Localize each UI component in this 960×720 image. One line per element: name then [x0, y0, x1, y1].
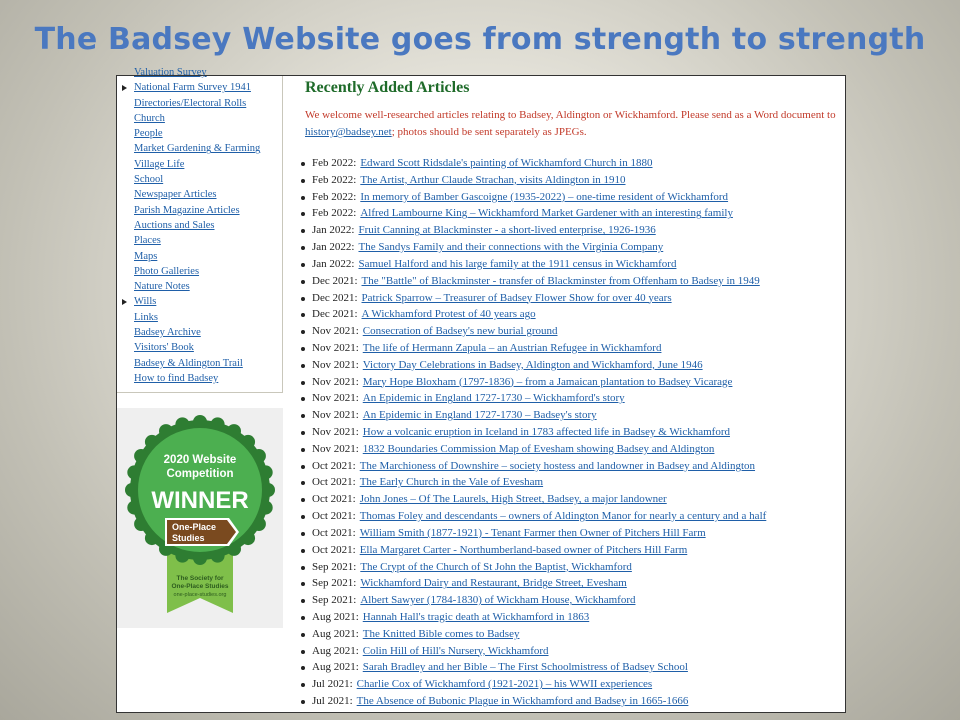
article-link[interactable]: Mary Hope Bloxham (1797-1836) – from a Jamaican plantation to Badsey Vicarage [362, 375, 733, 388]
article-link[interactable]: Victory Day Celebrations in Badsey, Aldington and Wickhamford, June 1946 [362, 358, 703, 371]
bullet-icon [301, 666, 305, 670]
bullet-icon [301, 330, 305, 334]
article-item [301, 542, 766, 559]
bullet-icon [301, 246, 305, 250]
article-date: Dec 2021: [312, 308, 358, 321]
article-item [301, 239, 766, 256]
article-link[interactable]: Thomas Foley and descendants – owners of Aldington Manor for nearly a century and a half [359, 510, 767, 523]
article-item [301, 340, 766, 357]
article-link[interactable]: Patrick Sparrow – Treasurer of Badsey Flower Show for over 40 years [361, 291, 672, 304]
bullet-icon [301, 414, 305, 418]
article-date: Nov 2021: [312, 442, 359, 455]
article-item [301, 222, 766, 239]
sidebar-item[interactable] [117, 218, 260, 233]
sidebar-nav [117, 67, 283, 393]
winner-badge-graphic [117, 408, 283, 628]
article-link[interactable]: Alfred Lambourne King – Wickhamford Market Gardener with an interesting family [360, 207, 733, 220]
sidebar-item[interactable] [117, 264, 260, 279]
article-link[interactable]: Samuel Halford and his large family at the 1911 census in Wickhamford [358, 257, 677, 270]
sidebar-item-link[interactable]: Photo Galleries [134, 265, 200, 277]
email-link[interactable]: history@badsey.net [305, 126, 392, 138]
article-link[interactable]: A Wickhamford Protest of 40 years ago [361, 308, 536, 321]
article-date: Nov 2021: [312, 325, 359, 338]
article-item [301, 273, 766, 290]
article-link[interactable]: Colin Hill of Hill's Nursery, Wickhamford [362, 644, 549, 657]
sidebar-item-link[interactable]: Nature Notes [134, 281, 190, 293]
article-date: Oct 2021: [312, 476, 356, 489]
article-date: Jan 2022: [312, 257, 355, 270]
article-item [301, 424, 766, 441]
article-link[interactable]: The Sandys Family and their connections with the Virginia Company [358, 241, 664, 254]
article-link[interactable]: Consecration of Badsey's new burial ground [362, 325, 558, 338]
bullet-icon [301, 481, 305, 485]
sidebar-item-link[interactable]: Maps [134, 250, 158, 262]
sidebar-item[interactable] [117, 294, 260, 309]
article-link[interactable]: Fruit Canning at Blackminster - a short-lived enterprise, 1926-1936 [358, 224, 656, 237]
bullet-icon [301, 448, 305, 452]
sidebar-item-link[interactable]: Newspaper Articles [134, 189, 217, 201]
article-item [301, 609, 766, 626]
article-item [301, 205, 766, 222]
bullet-icon [301, 515, 305, 519]
article-link[interactable]: The "Battle" of Blackminster - transfer of Blackminster from Offenham to Badsey in 1949 [361, 274, 760, 287]
sidebar-item[interactable] [117, 340, 260, 355]
article-date: Sep 2021: [312, 560, 357, 573]
bullet-icon [301, 683, 305, 687]
article-item [301, 407, 766, 424]
badge-line1: 2020 Website [163, 454, 237, 466]
bullet-icon [301, 297, 305, 301]
article-item [301, 693, 766, 710]
badge-ribbon1: One-Place [172, 522, 217, 532]
article-link[interactable]: An Epidemic in England 1727-1730 – Badsey's story [362, 409, 597, 422]
intro-text [305, 107, 840, 141]
badge-society2: One-Place Studies [171, 583, 229, 590]
sidebar-item-link[interactable]: National Farm Survey 1941 [134, 82, 251, 94]
badge-winner: WINNER [151, 487, 249, 514]
sidebar-item-link[interactable]: Church [134, 112, 165, 124]
sidebar-item-link[interactable]: Places [134, 235, 161, 247]
article-item [301, 559, 766, 576]
article-date: Nov 2021: [312, 375, 359, 388]
bullet-icon [301, 397, 305, 401]
article-date: Dec 2021: [312, 274, 358, 287]
competition-badge [117, 408, 283, 628]
bullet-icon [301, 431, 305, 435]
article-date: Aug 2021: [312, 644, 359, 657]
bullet-icon [301, 196, 305, 200]
article-date: Nov 2021: [312, 358, 359, 371]
bullet-icon [301, 212, 305, 216]
article-item [301, 458, 766, 475]
article-date: Sep 2021: [312, 577, 357, 590]
sidebar-item[interactable] [117, 356, 260, 371]
bullet-icon [301, 280, 305, 284]
sidebar-item[interactable] [117, 65, 260, 80]
bullet-icon [301, 263, 305, 267]
sidebar-item[interactable] [117, 80, 260, 95]
sidebar-item-link[interactable]: Badsey & Aldington Trail [134, 357, 243, 369]
bullet-icon [301, 465, 305, 469]
badge-society3: one-place-studies.org [173, 592, 227, 598]
sidebar-item[interactable] [117, 96, 260, 111]
article-item [301, 374, 766, 391]
bullet-icon [301, 162, 305, 166]
bullet-icon [301, 549, 305, 553]
bullet-icon [301, 364, 305, 368]
article-date: Oct 2021: [312, 493, 356, 506]
slide-title: The Badsey Website goes from strength to strength [34, 22, 926, 57]
sidebar-item-link[interactable]: Links [134, 311, 158, 323]
article-item [301, 525, 766, 542]
article-item [301, 357, 766, 374]
sidebar-item[interactable] [117, 157, 260, 172]
intro-before: We welcome well-researched articles relating to Badsey, Aldington or Wickhamford. Please send as a Word document to [305, 109, 836, 121]
article-item [301, 474, 766, 491]
article-date: Nov 2021: [312, 409, 359, 422]
sidebar-item-link[interactable]: Market Gardening & Farming [134, 143, 261, 155]
article-item [301, 155, 766, 172]
article-item [301, 643, 766, 660]
article-link[interactable]: The Knitted Bible comes to Badsey [362, 627, 520, 640]
article-link[interactable]: The life of Hermann Zapula – an Austrian Refugee in Wickhamford [362, 341, 662, 354]
article-item [301, 323, 766, 340]
article-link[interactable]: The Crypt of the Church of St John the Baptist, Wickhamford [360, 560, 632, 573]
article-list [301, 155, 766, 710]
article-link[interactable]: Charlie Cox of Wickhamford (1921-2021) – his WWII experiences [356, 678, 653, 691]
article-item [301, 626, 766, 643]
sidebar-item-link[interactable]: Valuation Survey [134, 67, 207, 78]
article-date: Oct 2021: [312, 459, 356, 472]
article-item [301, 256, 766, 273]
article-date: Oct 2021: [312, 526, 356, 539]
submenu-arrow-icon [122, 85, 127, 91]
article-link[interactable]: Edward Scott Ridsdale's painting of Wickhamford Church in 1880 [360, 157, 653, 169]
sidebar-item-link[interactable]: Auctions and Sales [134, 219, 215, 231]
article-link[interactable]: Sarah Bradley and her Bible – The First Schoolmistress of Badsey School [362, 661, 688, 674]
sidebar-item-link[interactable]: Parish Magazine Articles [134, 204, 240, 216]
sidebar-item-link[interactable]: How to find Badsey [134, 372, 219, 384]
bullet-icon [301, 229, 305, 233]
sidebar-item[interactable] [117, 310, 260, 325]
article-date: Jul 2021: [312, 695, 353, 707]
article-item [301, 491, 766, 508]
article-item [301, 306, 766, 323]
article-link[interactable]: Wickhamford Dairy and Restaurant, Bridge Street, Evesham [360, 577, 627, 590]
article-link[interactable]: The Absence of Bubonic Plague in Wickhamford and Badsey in 1665-1666 [356, 695, 689, 707]
sidebar-item[interactable] [117, 203, 260, 218]
sidebar-item-link[interactable]: Badsey Archive [134, 327, 201, 339]
bullet-icon [301, 582, 305, 586]
sidebar-item-link[interactable]: Visitors' Book [134, 342, 194, 354]
article-date: Jan 2022: [312, 241, 355, 254]
article-date: Oct 2021: [312, 543, 356, 556]
article-date: Oct 2021: [312, 510, 356, 523]
article-date: Feb 2022: [312, 157, 357, 169]
bullet-icon [301, 179, 305, 183]
sidebar-item-link[interactable]: Wills [134, 296, 157, 308]
badge-ribbon2: Studies [172, 533, 205, 543]
article-link[interactable]: Hannah Hall's tragic death at Wickhamford in 1863 [362, 610, 590, 623]
article-link[interactable]: William Smith (1877-1921) - Tenant Farmer then Owner of Pitchers Hill Farm [359, 526, 706, 539]
article-item [301, 189, 766, 206]
bullet-icon [301, 700, 305, 704]
article-date: Aug 2021: [312, 627, 359, 640]
article-link[interactable]: Ella Margaret Carter - Northumberland-based owner of Pitchers Hill Farm [359, 543, 688, 556]
article-date: Nov 2021: [312, 426, 359, 438]
intro-after: ; photos should be sent separately as JPEGs. [391, 126, 587, 138]
article-date: Nov 2021: [312, 392, 359, 405]
sidebar-item[interactable] [117, 126, 260, 141]
sidebar-item[interactable] [117, 111, 260, 126]
article-date: Feb 2022: [312, 207, 357, 220]
article-date: Jul 2021: [312, 678, 353, 691]
article-link[interactable]: An Epidemic in England 1727-1730 – Wickhamford's story [362, 392, 625, 405]
article-link[interactable]: The Early Church in the Vale of Evesham [359, 476, 544, 489]
sidebar-item-link[interactable]: Village Life [134, 158, 185, 170]
article-date: Aug 2021: [312, 661, 359, 674]
article-link[interactable]: Albert Sawyer (1784-1830) of Wickham House, Wickhamford [360, 594, 636, 607]
article-item [301, 575, 766, 592]
sidebar-item[interactable] [117, 249, 260, 264]
badge-society1: The Society for [176, 575, 224, 582]
sidebar-item[interactable] [117, 371, 260, 386]
sidebar-item[interactable] [117, 172, 260, 187]
bullet-icon [301, 347, 305, 351]
sidebar-item-link[interactable]: People [134, 128, 163, 140]
article-date: Feb 2022: [312, 173, 357, 186]
sidebar-item[interactable] [117, 141, 260, 156]
page-heading: Recently Added Articles [305, 79, 470, 96]
sidebar-item-link[interactable]: School [134, 174, 164, 186]
bullet-icon [301, 313, 305, 317]
article-date: Feb 2022: [312, 190, 357, 203]
bullet-icon [301, 566, 305, 570]
article-date: Nov 2021: [312, 341, 359, 354]
article-item [301, 676, 766, 693]
bullet-icon [301, 650, 305, 654]
article-date: Sep 2021: [312, 594, 357, 607]
sidebar-item[interactable] [117, 233, 260, 248]
article-item [301, 592, 766, 609]
sidebar-item[interactable] [117, 279, 260, 294]
bullet-icon [301, 381, 305, 385]
article-item [301, 290, 766, 307]
bullet-icon [301, 633, 305, 637]
sidebar-item-link[interactable]: Directories/Electoral Rolls [134, 97, 247, 109]
bullet-icon [301, 616, 305, 620]
article-date: Aug 2021: [312, 610, 359, 623]
article-link[interactable]: In memory of Bamber Gascoigne (1935-2022) – one-time resident of Wickhamford [360, 190, 729, 203]
sidebar-item[interactable] [117, 325, 260, 340]
article-link[interactable]: John Jones – Of The Laurels, High Street, Badsey, a major landowner [359, 493, 667, 506]
sidebar-item[interactable] [117, 187, 260, 202]
sidebar-nav-list [117, 65, 260, 386]
bullet-icon [301, 498, 305, 502]
article-link[interactable]: 1832 Boundaries Commission Map of Evesham showing Badsey and Aldington [362, 442, 715, 455]
website-screenshot [116, 67, 846, 713]
article-item [301, 441, 766, 458]
bullet-icon [301, 599, 305, 603]
article-item [301, 390, 766, 407]
article-item [301, 508, 766, 525]
article-item [301, 659, 766, 676]
bullet-icon [301, 532, 305, 536]
article-link[interactable]: The Marchioness of Downshire – society hostess and landowner in Badsey and Aldington [359, 459, 756, 472]
article-link[interactable]: How a volcanic eruption in Iceland in 1783 affected life in Badsey & Wickhamford [362, 426, 730, 438]
article-date: Jan 2022: [312, 224, 355, 237]
article-item [301, 172, 766, 189]
article-link[interactable]: The Artist, Arthur Claude Strachan, visits Aldington in 1910 [360, 173, 626, 186]
submenu-arrow-icon [122, 299, 127, 305]
badge-line2: Competition [166, 468, 234, 480]
article-date: Dec 2021: [312, 291, 358, 304]
